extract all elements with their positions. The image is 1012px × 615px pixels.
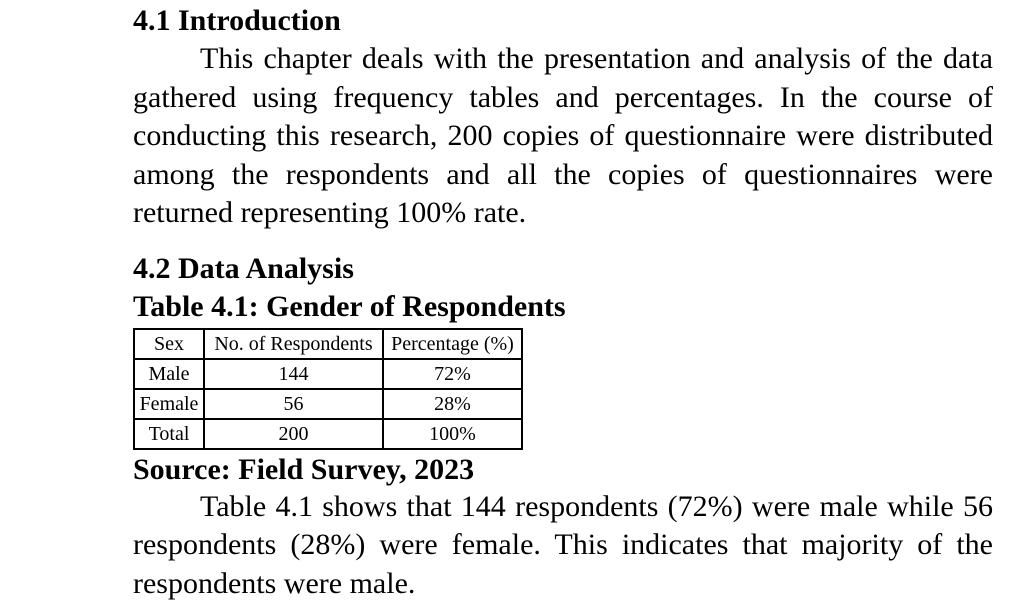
table-row [134, 359, 522, 389]
document-page [133, 0, 993, 603]
table-cell: 144 [204, 359, 383, 389]
gender-table [133, 328, 523, 450]
table-header-row [134, 329, 522, 359]
analysis-paragraph [133, 488, 993, 604]
section-heading-data-analysis: 4.2 Data Analysis [133, 251, 354, 285]
table-row [134, 389, 522, 419]
introduction-paragraph-text: This chapter deals with the presentation and analysis of the data gathered using frequency tables and percentages. In the course of conducting this research, 200 copies of questionnaire were distributed among the respondents and all the copies of questionnaires were returned representing 100% rate. [133, 42, 993, 229]
analysis-paragraph-text: Table 4.1 shows that 144 respondents (72%) were male while 56 respondents (28%) were female. This indicates that majority of the respondents were male. [133, 489, 993, 600]
table-title: Table 4.1: Gender of Respondents [133, 289, 566, 323]
introduction-paragraph [133, 40, 993, 233]
table-header-cell: Sex [134, 329, 204, 359]
table-header-cell: No. of Respondents [204, 329, 383, 359]
table-cell: 56 [204, 389, 383, 419]
table-cell: 100% [383, 419, 522, 449]
table-cell: 28% [383, 389, 522, 419]
table-cell: Male [134, 359, 204, 389]
table-source: Source: Field Survey, 2023 [133, 452, 475, 486]
section-heading-introduction: 4.1 Introduction [133, 4, 341, 37]
table-cell: Total [134, 419, 204, 449]
table-cell: 72% [383, 359, 522, 389]
table-header-cell: Percentage (%) [383, 329, 522, 359]
table-row [134, 419, 522, 449]
table-cell: 200 [204, 419, 383, 449]
table-cell: Female [134, 389, 204, 419]
